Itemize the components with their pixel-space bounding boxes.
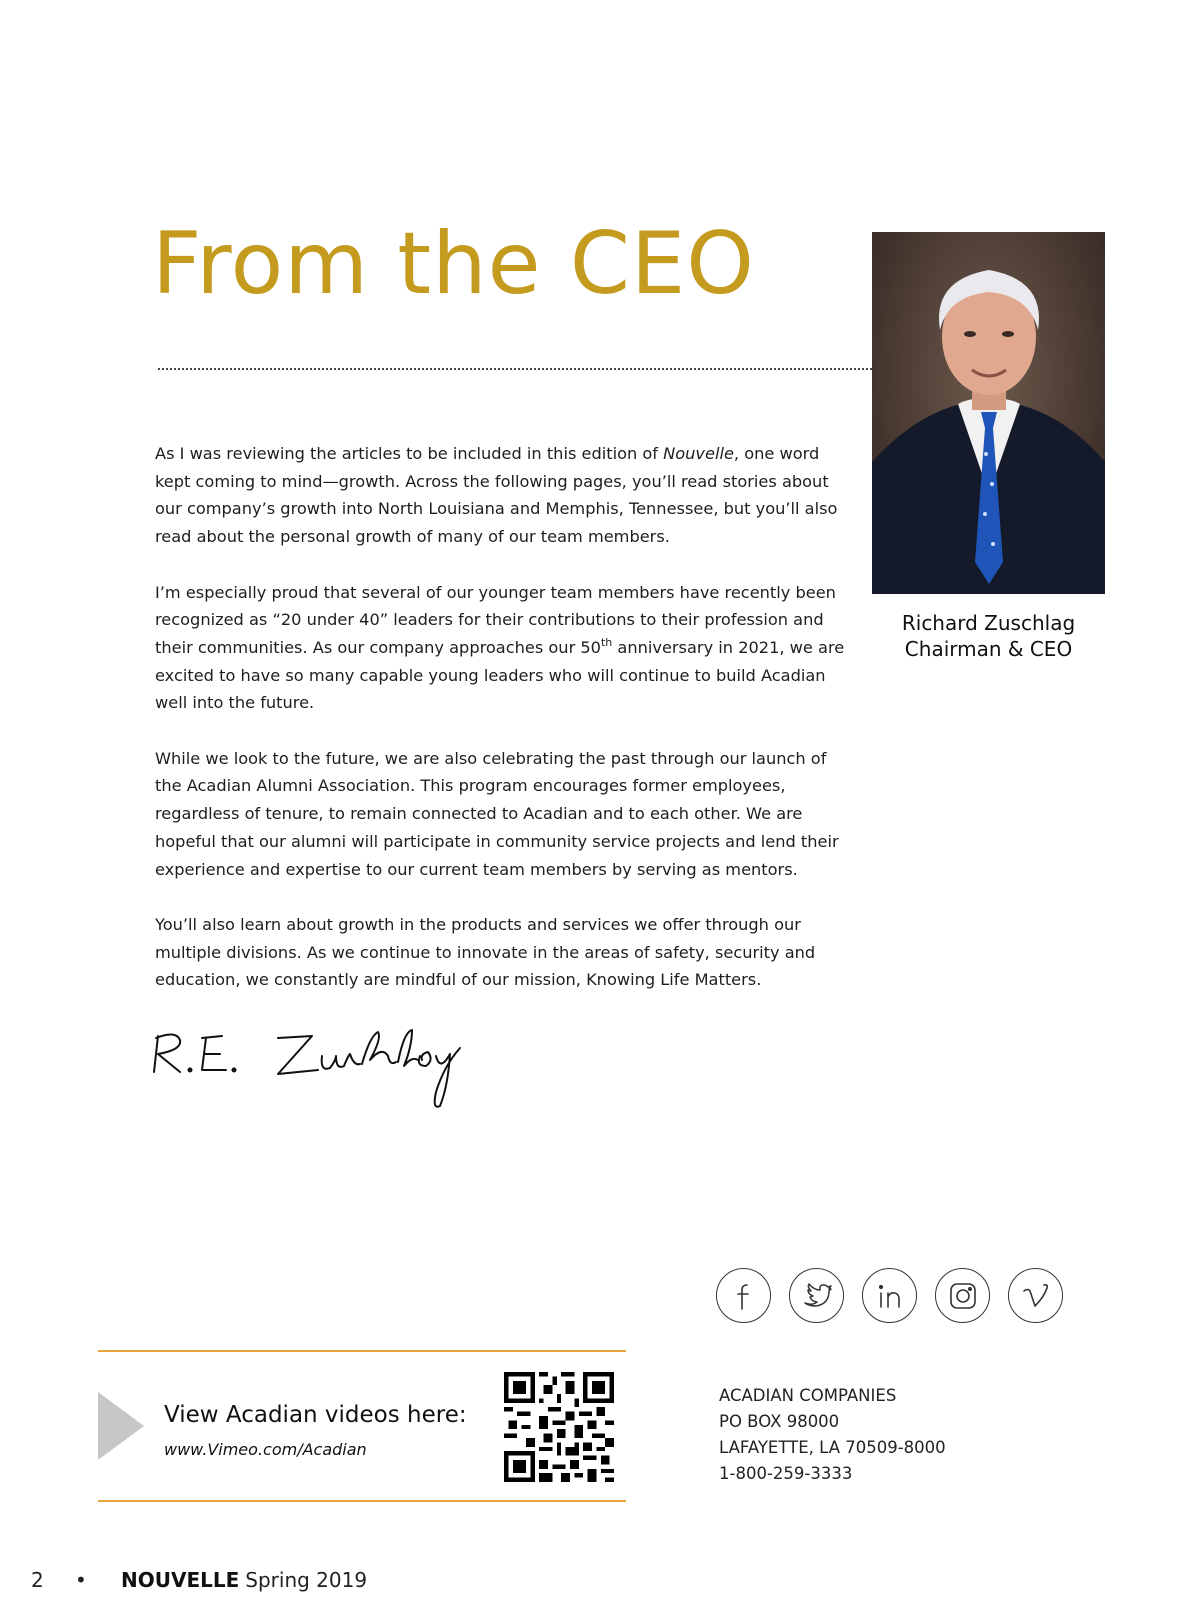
publication-brand: NOUVELLE [121,1568,240,1592]
caption-role: Chairman & CEO [904,637,1073,661]
twitter-icon[interactable] [789,1268,844,1323]
video-promo [98,1350,626,1502]
letter-paragraph-4: You’ll also learn about growth in the products and services we offer through our multiple divisions. As we continue to innovate in the areas of safety, security and education, we constantly are mindful of our mission, Knowing Life Matters. [155,914,816,990]
linkedin-icon[interactable] [862,1268,917,1323]
instagram-icon[interactable] [935,1268,990,1323]
play-icon [98,1392,144,1460]
mailing-address [719,1383,946,1487]
video-url-link[interactable]: www.Vimeo.com/Acadian [164,1440,367,1459]
page-footer [31,1568,367,1592]
qr-code [504,1372,614,1482]
footer-bullet: • [75,1568,87,1592]
letter-paragraph-3: While we look to the future, we are also celebrating the past through our launch of the Acadian Alumni Association. This program encourages former employees, regardless of tenure, to remain connected to Acadian and to each other. We are hopeful that our alumni will participate in community service projects and lend their experience and expertise to our current team members by serving as mentors. [155,748,839,879]
address-company: ACADIAN COMPANIES [719,1386,897,1405]
social-links [716,1268,1063,1323]
portrait-caption [872,610,1105,662]
ceo-portrait [872,232,1105,594]
page-number: 2 [31,1568,44,1592]
letter-paragraph-1: As I was reviewing the articles to be included in this edition of Nouvelle, one word kept coming to mind—growth. Across the following pages, you’ll read stories about our company’s growth into North Louisiana and Memphis, Tennessee, but you’ll also read about the personal growth of many of our team members. [155,444,838,547]
publication-name: Nouvelle [663,444,734,463]
letter-paragraph-2: I’m especially proud that several of our younger team members have recently been recognized as “20 under 40” leaders for their contributions to their profession and their communities. As our company approaches our 50th anniversary in 2021, we are excited to have so many capable young leaders who will continue to build Acadian well into the future. [155,582,845,713]
facebook-icon[interactable] [716,1268,771,1323]
handwritten-signature [150,1026,480,1116]
address-po-box: PO BOX 98000 [719,1412,840,1431]
address-city: LAFAYETTE, LA 70509-8000 [719,1438,946,1457]
issue-label: Spring 2019 [245,1568,368,1592]
page-title: From the CEO [152,214,755,314]
vimeo-icon[interactable] [1008,1268,1063,1323]
video-promo-title: View Acadian videos here: [164,1402,467,1428]
letter-body [155,440,855,1022]
address-phone: 1-800-259-3333 [719,1464,853,1483]
title-divider [158,368,872,370]
caption-name: Richard Zuschlag [901,611,1076,635]
